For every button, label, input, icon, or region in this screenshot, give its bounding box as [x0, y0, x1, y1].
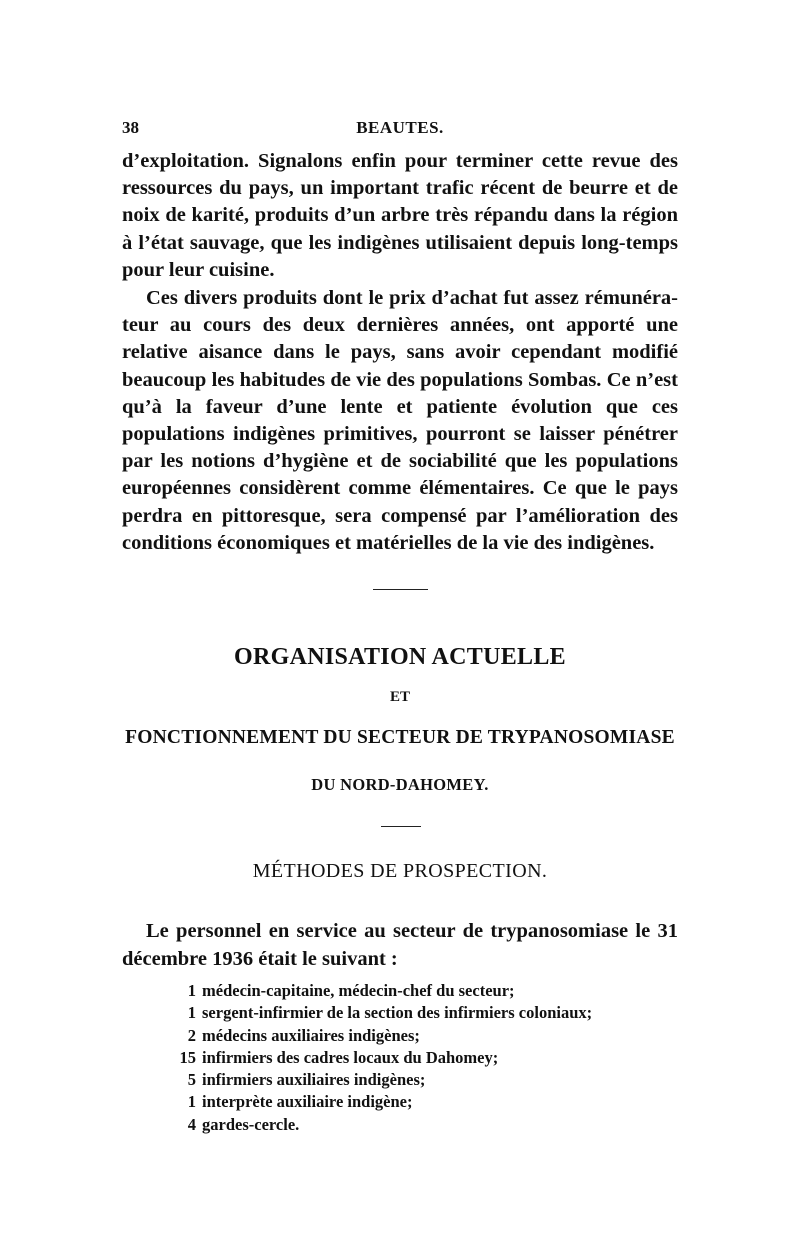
staff-item [176, 1091, 676, 1113]
staff-role: infirmiers des cadres locaux du Dahomey; [202, 1047, 499, 1067]
staff-item [176, 1025, 676, 1047]
staff-count: 1 [187, 1003, 196, 1023]
page-number: 38 [122, 118, 139, 137]
section-title-line1: ORGANISATION ACTUELLE [234, 644, 566, 670]
staff-count: 5 [187, 1070, 196, 1090]
staff-item [176, 1069, 676, 1091]
paragraph-exploitation: d’exploitation. Signalons enfin pour terminer cette revue des ressources du pays, un important trafic récent de beurre et de noix de karité, produits d’un arbre très répandu dans la région à l’état sauvage, que les indigènes utilisaient depuis long-temps pour leur cuisine. [122, 150, 678, 281]
staff-item [176, 1002, 676, 1024]
staff-item [176, 1047, 676, 1069]
staff-role: sergent-infirmier de la section des infirmiers coloniaux; [202, 1003, 593, 1023]
paragraph-produits: Ces divers produits dont le prix d’achat fut assez rémunéra-teur au cours des deux dernières années, ont apporté une relative aisance dans le pays, sans avoir cependant modifié beaucoup les habitudes de vie des populations Sombas. Ce n’est qu’à la faveur d’une lente et patiente évolution que ces populations indigènes primitives, pourront se laisser pénétrer par les notions d’hygiène et de sociabilité que les populations européennes considèrent comme élémentaires. Ce que le pays perdra en pittoresque, sera compensé par l’amélioration des conditions économiques et matérielles de la vie des indigènes. [122, 287, 678, 554]
running-head [122, 118, 678, 144]
staff-count: 2 [187, 1025, 196, 1045]
staff-item [176, 1114, 676, 1136]
staff-count: 1 [187, 981, 196, 1000]
staff-count: 1 [187, 1092, 196, 1112]
section-title-line3: FONCTIONNEMENT DU SECTEUR DE TRYPANOSOMIASE [125, 727, 675, 748]
section-divider [373, 589, 428, 590]
staff-role: médecins auxiliaires indigènes; [202, 1025, 420, 1045]
staff-list [176, 980, 676, 1136]
staff-count: 4 [187, 1114, 196, 1134]
paragraph-personnel: Le personnel en service au secteur de trypanosomiase le 31 décembre 1936 était le suivant : [122, 920, 678, 970]
staff-role: interprète auxiliaire indigène; [202, 1092, 413, 1112]
staff-count: 15 [179, 1047, 196, 1067]
staff-role: infirmiers auxiliaires indigènes; [202, 1070, 426, 1090]
staff-role: gardes-cercle. [202, 1114, 300, 1134]
staff-role: médecin-capitaine, médecin-chef du secteur; [202, 981, 515, 1000]
running-title: BEAUTES. [356, 118, 444, 137]
subsection-divider [381, 826, 421, 827]
subsection-title: MÉTHODES DE PROSPECTION. [252, 860, 548, 882]
staff-item [176, 980, 676, 1002]
section-title-line2: ET [389, 689, 410, 705]
section-title-line4: DU NORD-DAHOMEY. [311, 775, 489, 794]
